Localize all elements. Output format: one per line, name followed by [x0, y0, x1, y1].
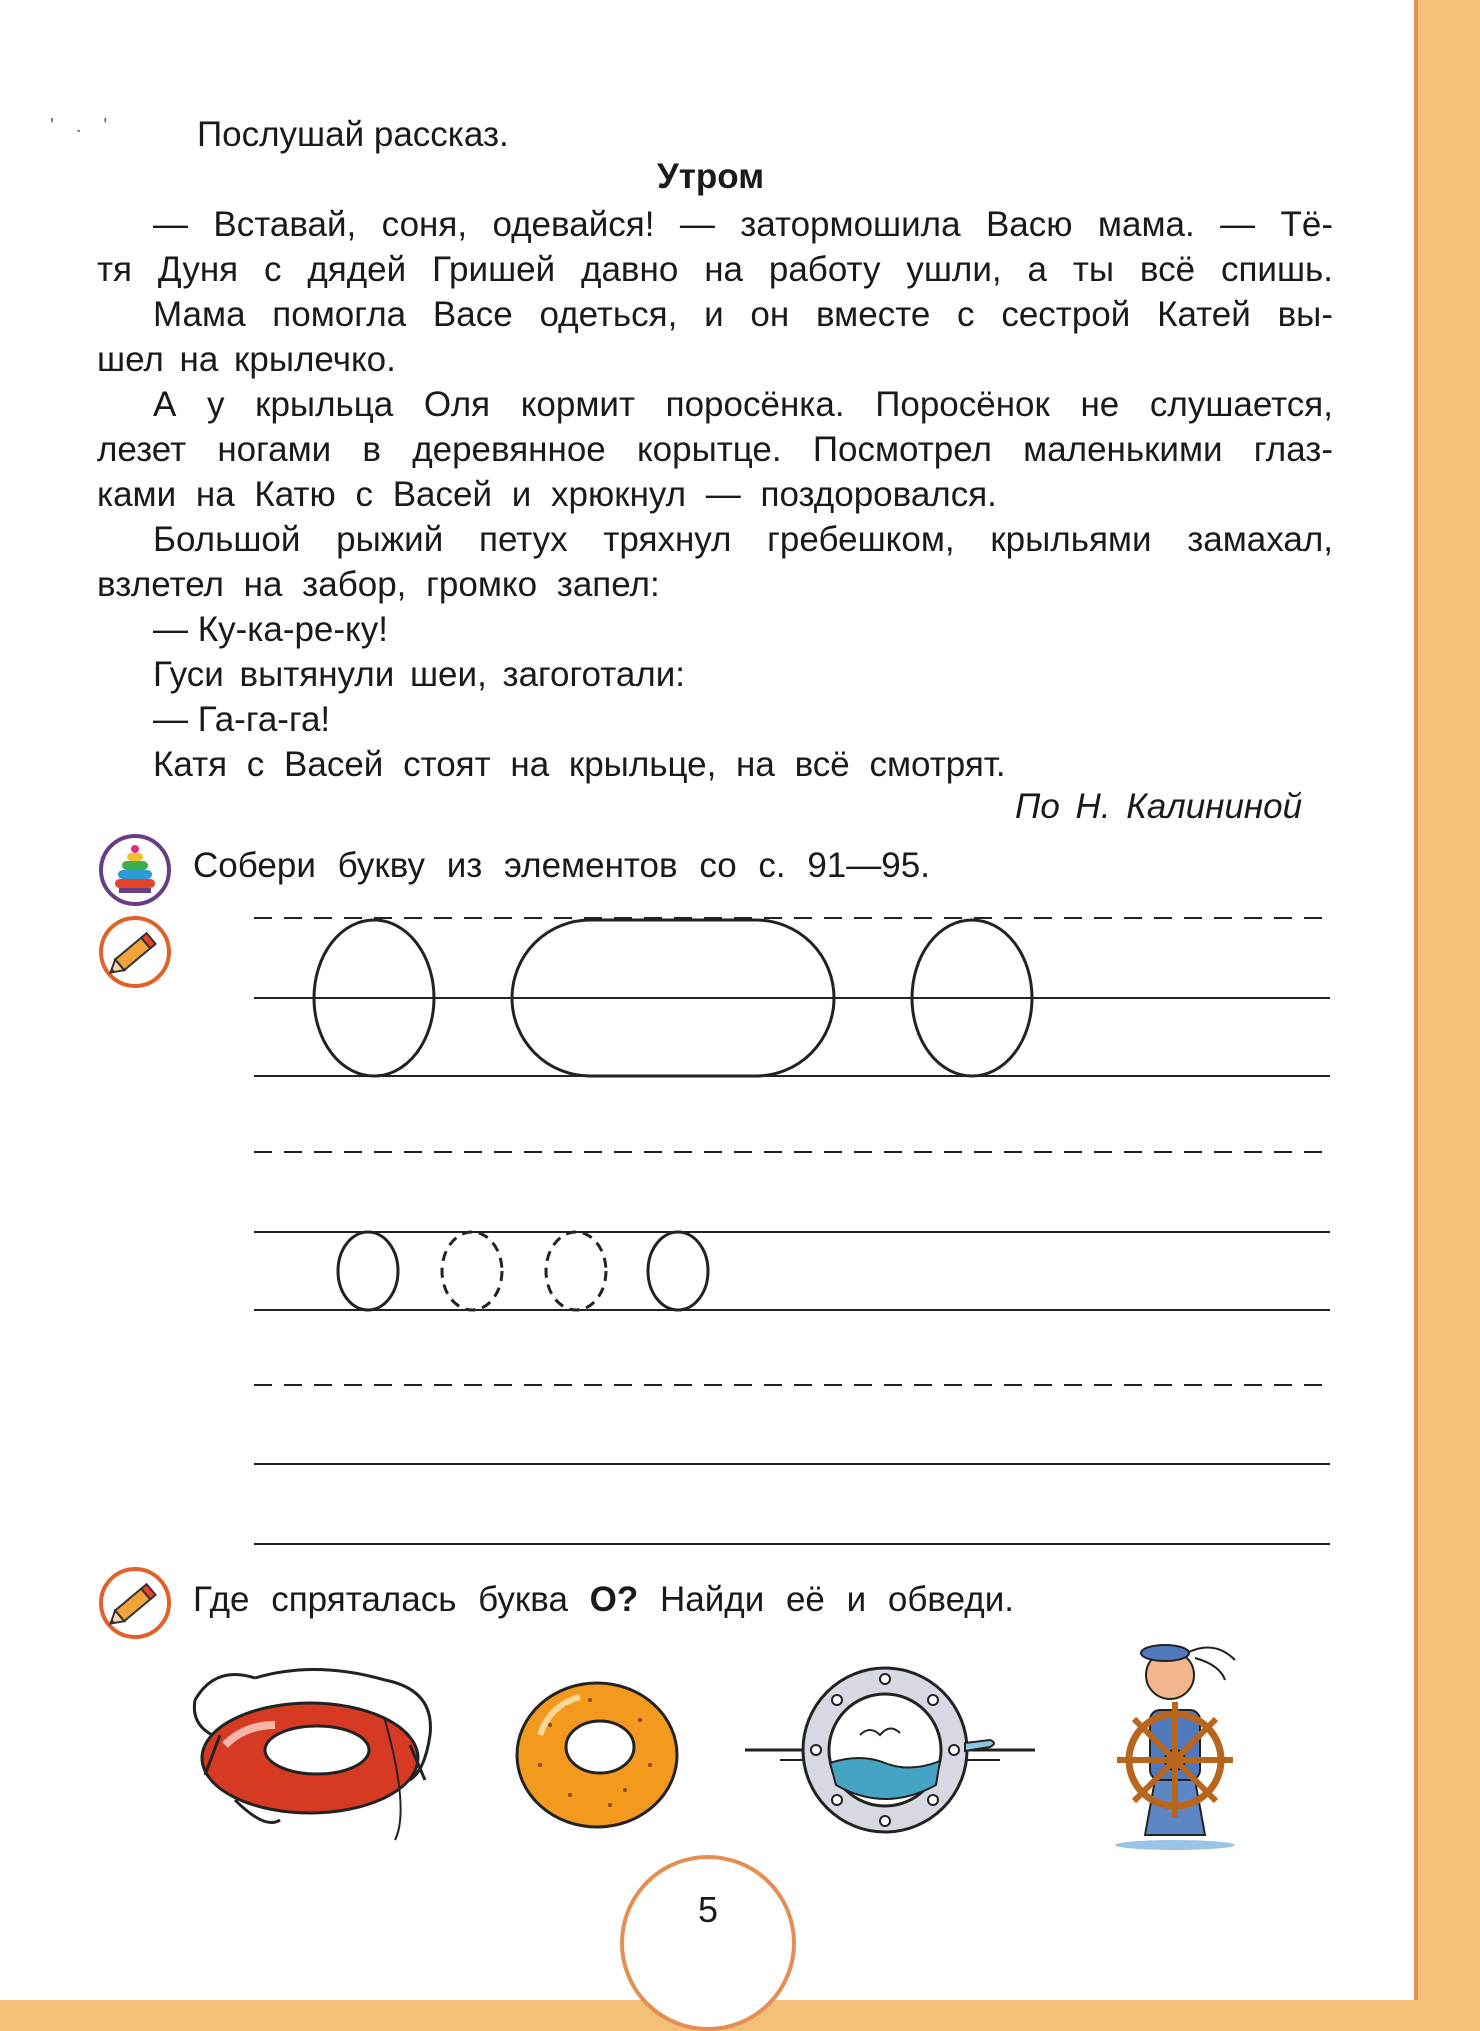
small-oval: [338, 1232, 398, 1310]
instruction-listen: Послушай рассказ.: [197, 115, 509, 154]
porthole-picture[interactable]: [740, 1655, 1040, 1845]
writing-exercise: [240, 900, 1340, 1560]
dashed-oval: [546, 1232, 606, 1310]
page-number-badge: [620, 1855, 796, 2031]
sailor-wheel-picture[interactable]: [1085, 1630, 1265, 1850]
bagel-picture[interactable]: [510, 1665, 685, 1840]
story-line-9: взлетел на забор, громко запел:: [97, 565, 660, 604]
story-line-7: ками на Катю с Васей и хрюкнул — поздоровался.: [97, 475, 997, 514]
story-line-6: лезет ногами в деревянное корытце. Посмотрел маленькими глаз-: [97, 430, 1333, 469]
small-oval: [648, 1232, 708, 1310]
dashed-oval: [442, 1232, 502, 1310]
story-line-2: тя Дуня с дядей Гришей давно на работу ушли, а ты всё спишь.: [97, 250, 1333, 289]
story-line-3: Мама помогла Васе одеться, и он вместе с сестрой Катей вы-: [153, 295, 1333, 334]
toy-pyramid-icon: [97, 832, 173, 908]
pencil-icon: [97, 1565, 173, 1641]
story-line-10: — Ку-ка-ре-ку!: [153, 610, 388, 649]
story-line-11: Гуси вытянули шеи, загоготали:: [153, 655, 685, 694]
story-line-8: Большой рыжий петух тряхнул гребешком, крыльями замахал,: [153, 520, 1333, 559]
task2-letter: О?: [589, 1580, 639, 1619]
story-line-1: — Вставай, соня, одевайся! — затормошила Васю мама. — Тё-: [153, 205, 1333, 244]
task2-text: [193, 1580, 1014, 1620]
page-number: 5: [697, 1889, 719, 1930]
story-line-5: А у крыльца Оля кормит поросёнка. Поросёнок не слушается,: [153, 385, 1333, 424]
task2-before: Где спряталась буква: [193, 1580, 590, 1619]
pencil-icon: [97, 914, 173, 990]
task1-text: Собери букву из элементов со с. 91—95.: [193, 846, 930, 885]
story-title: Утром: [657, 157, 765, 196]
story-line-12: — Га-га-га!: [153, 700, 331, 739]
story-line-13: Катя с Васей стоят на крыльце, на всё смотрят.: [153, 745, 1006, 784]
task2-after: Найди её и обведи.: [638, 1580, 1014, 1619]
scan-marks: '.': [50, 115, 130, 137]
story-author: По Н. Калининой: [1015, 787, 1303, 826]
story-line-4: шел на крылечко.: [97, 340, 396, 379]
life-ring-picture[interactable]: [185, 1660, 445, 1845]
